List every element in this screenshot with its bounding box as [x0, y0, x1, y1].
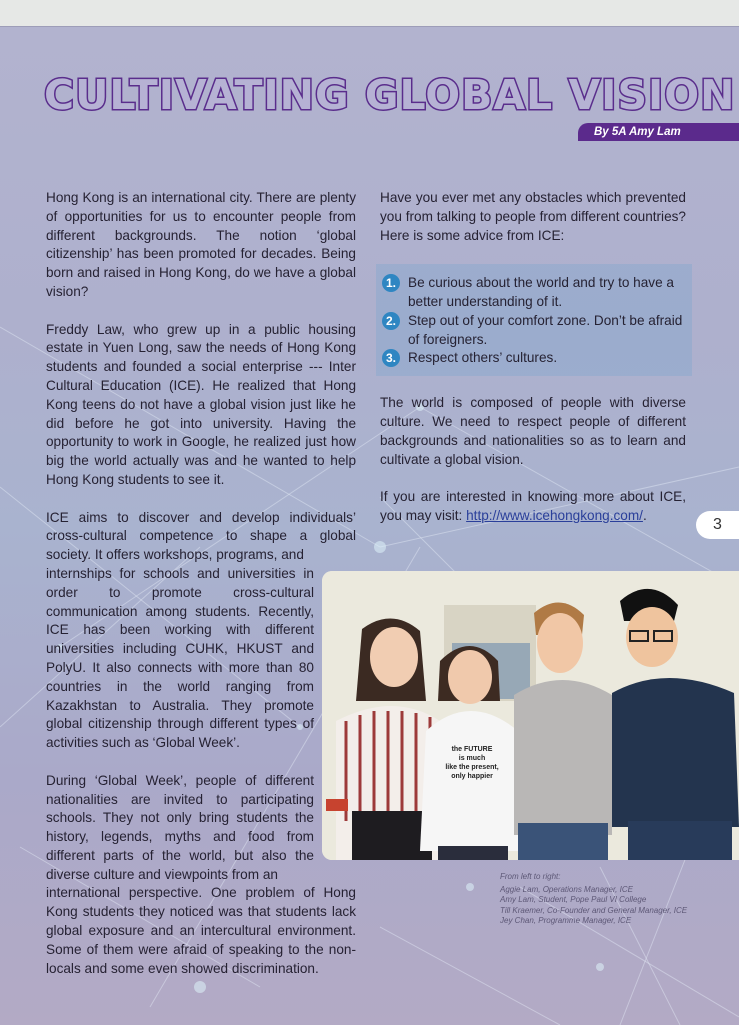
paragraph-problem: international perspective. One problem of Hong Kong students they noticed was that students lack global exposure and an intercultural environment. Some of them were afraid of speaking to the non-locals and some even showed discrimination. — [46, 885, 356, 976]
paragraph-ice-aims: ICE aims to discover and develop individuals’ cross-cultural competence to shape a global society. It offers workshops, programs, and — [46, 509, 356, 563]
caption-line: Jey Chan, Programme Manager, ICE — [500, 916, 632, 925]
left-column — [46, 189, 356, 978]
paragraph-intro: Hong Kong is an international city. There are plenty of opportunities for us to encounter people from different backgrounds. The notion ‘global citizenship’ has been promoted for decades. Being born and raised in Hong Kong, do we have a global vision? — [46, 190, 356, 299]
advice-text: Respect others’ cultures. — [408, 350, 558, 366]
byline: By 5A Amy Lam — [578, 123, 739, 141]
photo-caption — [500, 872, 687, 927]
caption-line: Aggie Lam, Operations Manager, ICE — [500, 884, 633, 894]
paragraph-visit — [380, 488, 686, 526]
paragraph-ice-partners: internships for schools and universities in order to promote cross-cultural communication among students. Recently, ICE has been working with different universities including CUHK, HKUST and PolyU. It also connects with more than 80 countries in the world ranging from Kazakhstan to Australia. They promote global citizenship through different types of activities such as ‘Global Week’. — [46, 565, 314, 751]
advice-item — [382, 349, 684, 368]
advice-item — [382, 274, 684, 312]
advice-item — [382, 312, 684, 350]
advice-box — [376, 264, 692, 376]
paragraph-global-week: During ‘Global Week’, people of different nationalities are invited to participating schools. They not only bring students the history, legends, myths and food from different parts of the world, but also the diverse culture and viewpoints from an — [46, 772, 314, 882]
svg-text:the FUTURE: the FUTURE — [451, 746, 493, 753]
group-photo — [322, 571, 739, 860]
magazine-page — [0, 26, 739, 1025]
paragraph-conclusion: The world is composed of people with diverse culture. We need to respect people of different backgrounds and nationalities so as to learn and cultivate a global vision. — [380, 395, 686, 467]
advice-intro: Have you ever met any obstacles which prevented you from talking to people from different countries? Here is some advice from ICE: — [380, 190, 686, 243]
number-badge-icon: 2. — [382, 312, 400, 330]
ice-website-link[interactable]: http://www.icehongkong.com/ — [466, 507, 643, 523]
page-number: 3 — [696, 511, 739, 539]
paragraph-founder: Freddy Law, who grew up in a public housing estate in Yuen Long, saw the needs of Hong Kong students and founded a social enterprise --- Inter Cultural Education (ICE). He realized that Hong Kong teens do not have a global vision just like he did before he got into university. Having the opportunity to work in Google, he realized just how big the world actually was and he wanted to help Hong Kong students to see it. — [46, 321, 356, 487]
number-badge-icon: 3. — [382, 349, 400, 367]
caption-line: Amy Lam, Student, Pope Paul VI College — [500, 895, 647, 904]
svg-text:like the present,: like the present, — [445, 764, 499, 771]
caption-line: Till Kraemer, Co-Founder and General Manager, ICE — [500, 905, 688, 915]
article-title: CULTIVATING GLOBAL VISION — [44, 71, 736, 119]
right-column — [380, 189, 686, 545]
caption-heading: From left to right: — [500, 872, 561, 881]
svg-text:is much: is much — [458, 755, 486, 762]
advice-text: Be curious about the world and try to have a better understanding of it. — [408, 275, 674, 309]
advice-text: Step out of your comfort zone. Don’t be afraid of foreigners. — [408, 312, 683, 347]
group-photo-illustration — [322, 571, 739, 860]
number-badge-icon: 1. — [382, 274, 400, 292]
visit-prefix: If you are interested in knowing more about ICE, you may visit: — [380, 489, 686, 523]
svg-text:only happier: only happier — [451, 773, 493, 780]
visit-suffix: . — [642, 507, 647, 523]
